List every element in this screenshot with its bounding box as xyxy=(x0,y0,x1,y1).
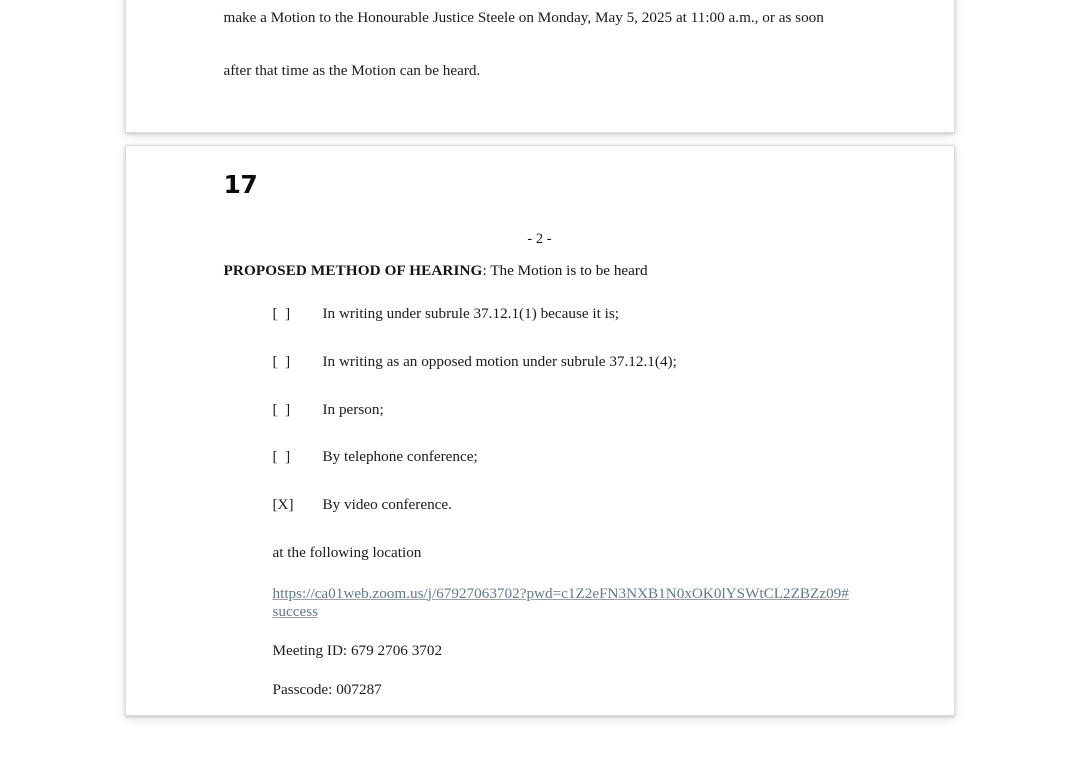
hearing-option-label: By telephone conference; xyxy=(322,448,478,466)
checkbox-icon[interactable]: [ ] xyxy=(272,400,291,418)
hearing-location-block xyxy=(224,545,882,713)
hearing-option-label: In writing as an opposed motion under subrule 37.12.1(4); xyxy=(322,352,677,370)
hearing-option-in-person[interactable] xyxy=(273,402,882,419)
checkbox-icon[interactable]: [ ] xyxy=(272,352,291,370)
document-page-current[interactable] xyxy=(125,145,955,716)
checkbox-icon[interactable]: [ ] xyxy=(272,448,291,466)
heading-bold-text: PROPOSED METHOD OF HEARING xyxy=(223,261,483,279)
hearing-option-video-conference[interactable] xyxy=(273,497,882,514)
hearing-option-label: By video conference. xyxy=(322,496,452,514)
hearing-option-in-writing-subrule-1[interactable] xyxy=(273,306,882,323)
checkbox-checked-icon[interactable]: [X] xyxy=(272,496,294,514)
passcode-text: Passcode: 007287 xyxy=(272,681,382,699)
proposed-method-of-hearing-heading xyxy=(224,263,882,280)
meeting-id-text: Meeting ID: 679 2706 3702 xyxy=(272,641,443,659)
previous-page-content xyxy=(126,0,954,78)
previous-page-paragraph: make a Motion to the Honourable Justice Steele on Monday, May 5, 2025 at 11:00 a.m., or as soon xyxy=(223,9,824,26)
hearing-option-opposed-motion-subrule-4[interactable] xyxy=(273,354,882,371)
checkbox-icon[interactable]: [ ] xyxy=(272,305,291,323)
location-lead-text: at the following location xyxy=(272,543,422,561)
hearing-method-option-list xyxy=(224,306,882,514)
document-page-previous[interactable] xyxy=(125,0,955,133)
heading-rest-text: : The Motion is to be heard xyxy=(482,261,648,279)
exhibit-stamp-number: 17 xyxy=(223,170,258,199)
previous-page-paragraph: after that time as the Motion can be heard. xyxy=(223,62,481,80)
page-number: - 2 - xyxy=(527,231,552,247)
hearing-option-label: In writing under subrule 37.12.1(1) because it is; xyxy=(322,305,620,323)
zoom-meeting-link[interactable]: https://ca01web.zoom.us/j/67927063702?pwd=c1Z2eFN3NXB1N0xOK0lYSWtCL2ZBZz09#success xyxy=(272,584,849,621)
hearing-option-telephone-conference[interactable] xyxy=(273,449,882,466)
current-page-content xyxy=(126,146,954,713)
hearing-option-label: In person; xyxy=(322,400,384,418)
